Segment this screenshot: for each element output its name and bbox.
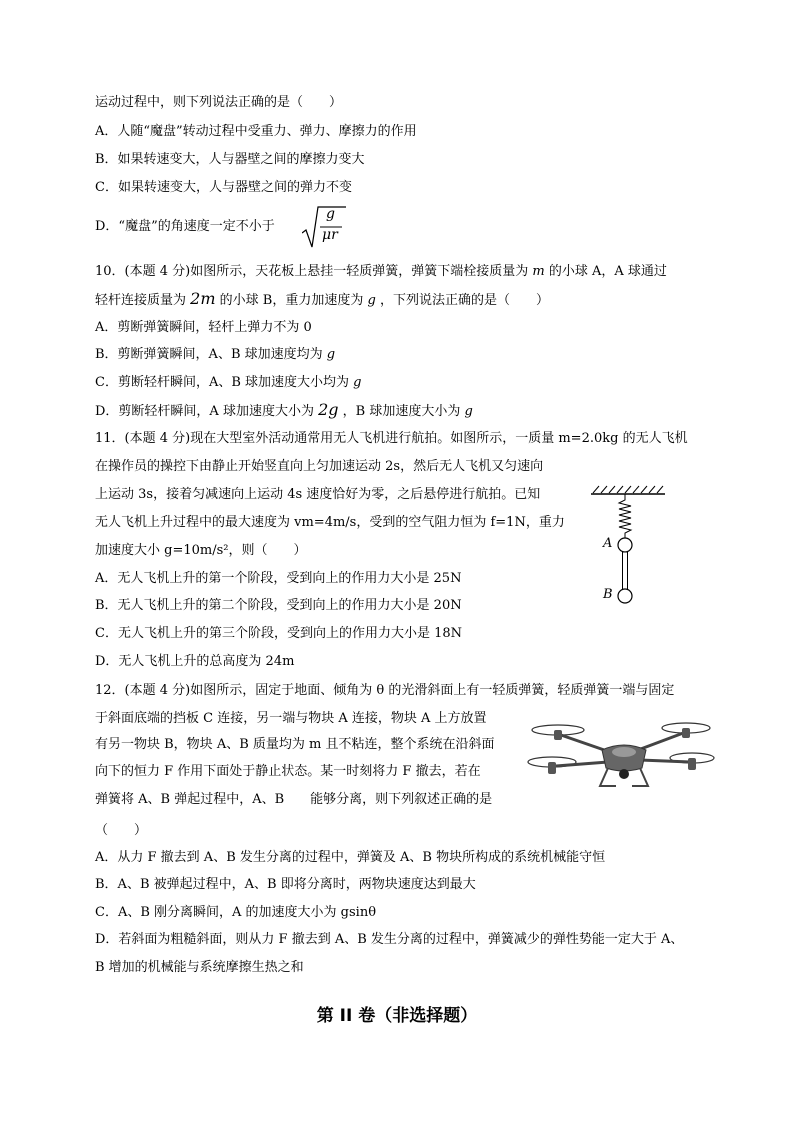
q11-line-4: 无人飞机上升过程中的最大速度为 vm=4m/s，受到的空气阻力恒为 f=1N，重力 (95, 515, 565, 530)
q11-line-2: 在操作员的操控下由静止开始竖直向上匀加速运动 2s，然后无人飞机又匀速向 (95, 459, 544, 474)
q11-option-b: B．无人飞机上升的第二个阶段，受到向上的作用力大小是 20N (95, 598, 462, 613)
q10-option-d-text-b: ，B 球加速度大小为 (342, 404, 461, 419)
q9-option-d-text: D．“魔盘”的角速度一定不小于 (95, 219, 275, 234)
q10-line-2-text-b: 的小球 B，重力加速度为 (219, 293, 364, 308)
q9-stem-tail: 运动过程中，则下列说法正确的是（ ） (95, 95, 343, 110)
q12-line-5: 弹簧将 A、B 弹起过程中，A、B 能够分离，则下列叙述正确的是 (95, 792, 493, 807)
q11-option-c: C．无人飞机上升的第三个阶段，受到向上的作用力大小是 18N (95, 626, 462, 641)
q9-option-d (95, 218, 275, 236)
q10-option-b-g: g (326, 347, 336, 362)
q10-option-d-text-a: D．剪断轻杆瞬间，A 球加速度大小为 (95, 404, 314, 419)
q10-line-2-text-a: 轻杆连接质量为 (95, 293, 187, 308)
q11-option-d: D．无人飞机上升的总高度为 24m (95, 654, 295, 669)
ball-a-label: A (603, 536, 613, 551)
drone-figure (520, 712, 720, 802)
q12-line-3: 有另一物块 B，物块 A、B 质量均为 m 且不粘连，整个系统在沿斜面 (95, 737, 495, 752)
q10-option-b (95, 346, 335, 364)
q10-option-d-g: g (464, 404, 473, 419)
q10-line-1 (95, 263, 667, 281)
q10-option-d (95, 401, 473, 421)
q12-line-4: 向下的恒力 F 作用下面处于静止状态。某一时刻将力 F 撤去，若在 (95, 764, 481, 779)
q10-option-a: A．剪断弹簧瞬间，轻杆上弹力不为 0 (95, 320, 312, 335)
q9-option-b: B．如果转速变大，人与器壁之间的摩擦力变大 (95, 152, 365, 167)
q9-option-c: C．如果转速变大，人与器壁之间的弹力不变 (95, 180, 352, 195)
q10-line-2-text-c: ，下列说法正确的是（ ） (379, 293, 549, 308)
q12-option-c: C．A、B 刚分离瞬间，A 的加速度大小为 gsinθ (95, 905, 377, 920)
q10-var-m: m (532, 264, 545, 279)
q12-line-1: 12．(本题 4 分)如图所示，固定于地面、倾角为 θ 的光滑斜面上有一轻质弹簧，轻质弹簧一端与固定 (95, 683, 675, 698)
q12-line-6: （ ） (95, 823, 148, 838)
q10-line-2 (95, 290, 549, 310)
q10-option-c-g: g (353, 375, 362, 390)
q12-line-2: 于斜面底端的挡板 C 连接，另一端与物块 A 连接，物块 A 上方放置 (95, 711, 487, 726)
q10-var-g: g (367, 293, 376, 308)
q12-option-d-line-1: D．若斜面为粗糙斜面，则从力 F 撤去到 A、B 发生分离的过程中，弹簧减少的弹性势能一定大于 A、 (95, 932, 684, 947)
drone-icon (520, 712, 720, 802)
q10-option-b-text: B．剪断弹簧瞬间，A、B 球加速度均为 (95, 347, 323, 362)
q10-line-1-text-a: 10．(本题 4 分)如图所示，天花板上悬挂一轻质弹簧，弹簧下端栓接质量为 (95, 264, 529, 279)
q10-option-d-2g: 2g (318, 400, 339, 419)
sqrt-fraction-formula (302, 205, 346, 249)
spring-ball-diagram-icon (585, 482, 685, 612)
q10-option-c (95, 374, 362, 392)
q12-option-d-line-2: B 增加的机械能与系统摩擦生热之和 (95, 960, 304, 975)
q10-var-2m: 2m (190, 289, 216, 308)
q10-line-1-text-b: 的小球 A，A 球通过 (548, 264, 667, 279)
fraction-numerator: g (326, 206, 335, 222)
section-title: 第 II 卷（非选择题） (316, 1006, 478, 1026)
q11-line-1: 11．(本题 4 分)现在大型室外活动通常用无人飞机进行航拍。如图所示，一质量 m=2.0kg 的无人飞机 (95, 431, 688, 446)
q11-option-a: A．无人飞机上升的第一个阶段，受到向上的作用力大小是 25N (95, 571, 462, 586)
q9-option-a: A．人随“魔盘”转动过程中受重力、弹力、摩擦力的作用 (95, 124, 417, 139)
spring-figure (585, 482, 685, 612)
q11-line-5: 加速度大小 g=10m/s²，则（ ） (95, 543, 307, 558)
q11-line-3: 上运动 3s，接着匀减速向上运动 4s 速度恰好为零，之后悬停进行航拍。已知 (95, 487, 541, 502)
ball-b-label: B (603, 587, 613, 602)
q12-option-a: A．从力 F 撤去到 A、B 发生分离的过程中，弹簧及 A、B 物块所构成的系统机械能守恒 (95, 850, 606, 865)
q10-option-c-text: C．剪断轻杆瞬间，A、B 球加速度大小均为 (95, 375, 350, 390)
fraction-denominator: μr (322, 227, 338, 243)
q12-option-b: B．A、B 被弹起过程中，A、B 即将分离时，两物块速度达到最大 (95, 877, 476, 892)
